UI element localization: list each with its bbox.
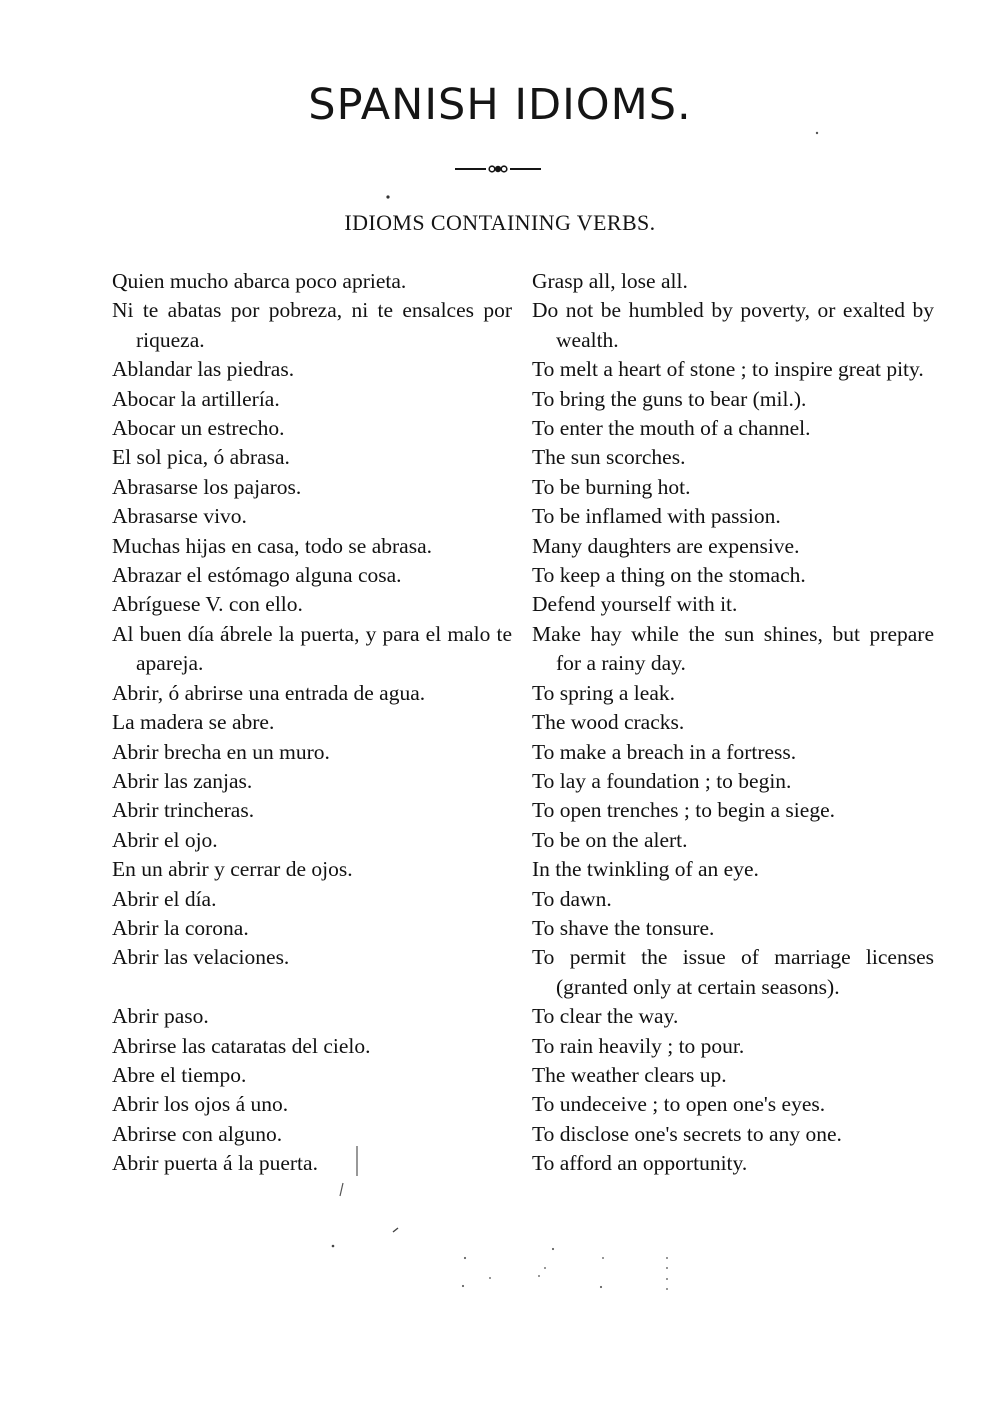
english-translation: To rain heavily ; to pour.	[532, 1033, 745, 1058]
english-translation: To spring a leak.	[532, 680, 675, 705]
english-translation: The wood cracks.	[532, 710, 685, 735]
spanish-idiom: El sol pica, ó abrasa.	[112, 445, 290, 470]
english-translation: To clear the way.	[532, 1004, 679, 1029]
spanish-idiom: Abrasarse vivo.	[112, 504, 247, 529]
english-translation: To afford an opportunity.	[532, 1151, 748, 1176]
idiom-entry	[112, 914, 882, 943]
spanish-idiom: Abrir las velaciones.	[112, 945, 290, 970]
english-translation: To melt a heart of stone ; to inspire great pity.	[532, 357, 924, 382]
spanish-idiom: En un abrir y cerrar de ojos.	[112, 857, 353, 882]
english-translation: To permit the issue of marriage licenses (granted only at certain seasons).	[532, 945, 934, 999]
idiom-entry	[112, 561, 882, 590]
english-translation: To bring the guns to bear (mil.).	[532, 386, 807, 411]
english-translation: To enter the mouth of a channel.	[532, 416, 811, 441]
english-translation: To undeceive ; to open one's eyes.	[532, 1092, 826, 1117]
spanish-idiom: Abrir trincheras.	[112, 798, 255, 823]
idiom-entry	[112, 1002, 882, 1031]
idiom-entry	[112, 767, 882, 796]
english-translation: To shave the tonsure.	[532, 915, 715, 940]
spanish-idiom: Abrir paso.	[112, 1004, 209, 1029]
idiom-list	[112, 267, 934, 1179]
english-translation: To open trenches ; to begin a siege.	[532, 798, 835, 823]
spanish-idiom: Abrir, ó abrirse una entrada de agua.	[112, 680, 426, 705]
idiom-entry	[112, 943, 934, 1002]
idiom-entry	[112, 1149, 882, 1178]
idiom-entry	[112, 885, 882, 914]
idiom-entry	[112, 502, 882, 531]
spanish-idiom: Abrirse con alguno.	[112, 1121, 283, 1146]
spanish-idiom: Abrir el día.	[112, 886, 217, 911]
english-translation: Many daughters are expensive.	[532, 533, 800, 558]
english-translation: To be burning hot.	[532, 474, 691, 499]
english-translation: The weather clears up.	[532, 1062, 727, 1087]
page-title: SPANISH IDIOMS.	[308, 80, 692, 130]
english-translation: To keep a thing on the stomach.	[532, 563, 806, 588]
idiom-entry	[112, 1090, 882, 1119]
english-translation: The sun scorches.	[532, 445, 686, 470]
idiom-entry	[112, 590, 882, 619]
idiom-entry	[112, 679, 882, 708]
idiom-entry	[112, 355, 924, 384]
spanish-idiom: La madera se abre.	[112, 710, 275, 735]
idiom-entry	[112, 738, 882, 767]
idiom-entry	[112, 826, 882, 855]
spanish-idiom: Abrazar el estómago alguna cosa.	[112, 563, 402, 588]
idiom-entry	[112, 473, 882, 502]
english-translation: To disclose one's secrets to any one.	[532, 1121, 842, 1146]
spanish-idiom: Abríguese V. con ello.	[112, 592, 303, 617]
spanish-idiom: Abocar un estrecho.	[112, 416, 285, 441]
idiom-entry	[112, 414, 882, 443]
idiom-entry	[112, 1061, 882, 1090]
english-translation: To dawn.	[532, 886, 612, 911]
idiom-entry	[112, 796, 882, 825]
spanish-idiom: Abre el tiempo.	[112, 1062, 247, 1087]
idiom-entry	[112, 532, 882, 561]
idiom-entry	[112, 296, 934, 355]
spanish-idiom: Muchas hijas en casa, todo se abrasa.	[112, 533, 433, 558]
spanish-idiom: Abrir el ojo.	[112, 827, 218, 852]
spanish-idiom: Abrir brecha en un muro.	[112, 739, 330, 764]
english-translation: To be inflamed with passion.	[532, 504, 781, 529]
idiom-entry	[112, 855, 882, 884]
idiom-entry	[112, 708, 882, 737]
spanish-idiom: Abrir los ojos á uno.	[112, 1092, 289, 1117]
english-translation: To make a breach in a fortress.	[532, 739, 797, 764]
spanish-idiom: Ni te abatas por pobreza, ni te ensalces por riqueza.	[112, 298, 512, 352]
spanish-idiom: Ablandar las piedras.	[112, 357, 295, 382]
english-translation: In the twinkling of an eye.	[532, 857, 759, 882]
spanish-idiom: Abrir las zanjas.	[112, 768, 253, 793]
idiom-entry	[112, 385, 882, 414]
spanish-idiom: Abrir la corona.	[112, 915, 249, 940]
english-translation: Grasp all, lose all.	[532, 269, 688, 293]
title-ornament-divider	[455, 162, 541, 176]
spanish-idiom: Abocar la artillería.	[112, 386, 280, 411]
spanish-idiom: Abrirse las cataratas del cielo.	[112, 1033, 371, 1058]
english-translation: Make hay while the sun shines, but prepare for a rainy day.	[532, 621, 934, 676]
english-translation: To be on the alert.	[532, 827, 688, 852]
idiom-entry	[112, 620, 934, 679]
idiom-entry	[112, 267, 882, 296]
english-translation: To lay a foundation ; to begin.	[532, 768, 792, 793]
spanish-idiom: Quien mucho abarca poco aprieta.	[112, 269, 407, 293]
spanish-idiom: Abrasarse los pajaros.	[112, 474, 302, 499]
english-translation: Do not be humbled by poverty, or exalted by wealth.	[532, 298, 934, 352]
idiom-entry	[112, 1120, 882, 1149]
idiom-entry	[112, 1032, 882, 1061]
section-heading: IDIOMS CONTAINING VERBS.	[344, 210, 656, 235]
spanish-idiom: Al buen día ábrele la puerta, y para el malo te apareja.	[112, 621, 512, 676]
spanish-idiom: Abrir puerta á la puerta.	[112, 1151, 318, 1176]
idiom-entry	[112, 443, 882, 472]
english-translation: Defend yourself with it.	[532, 592, 738, 617]
